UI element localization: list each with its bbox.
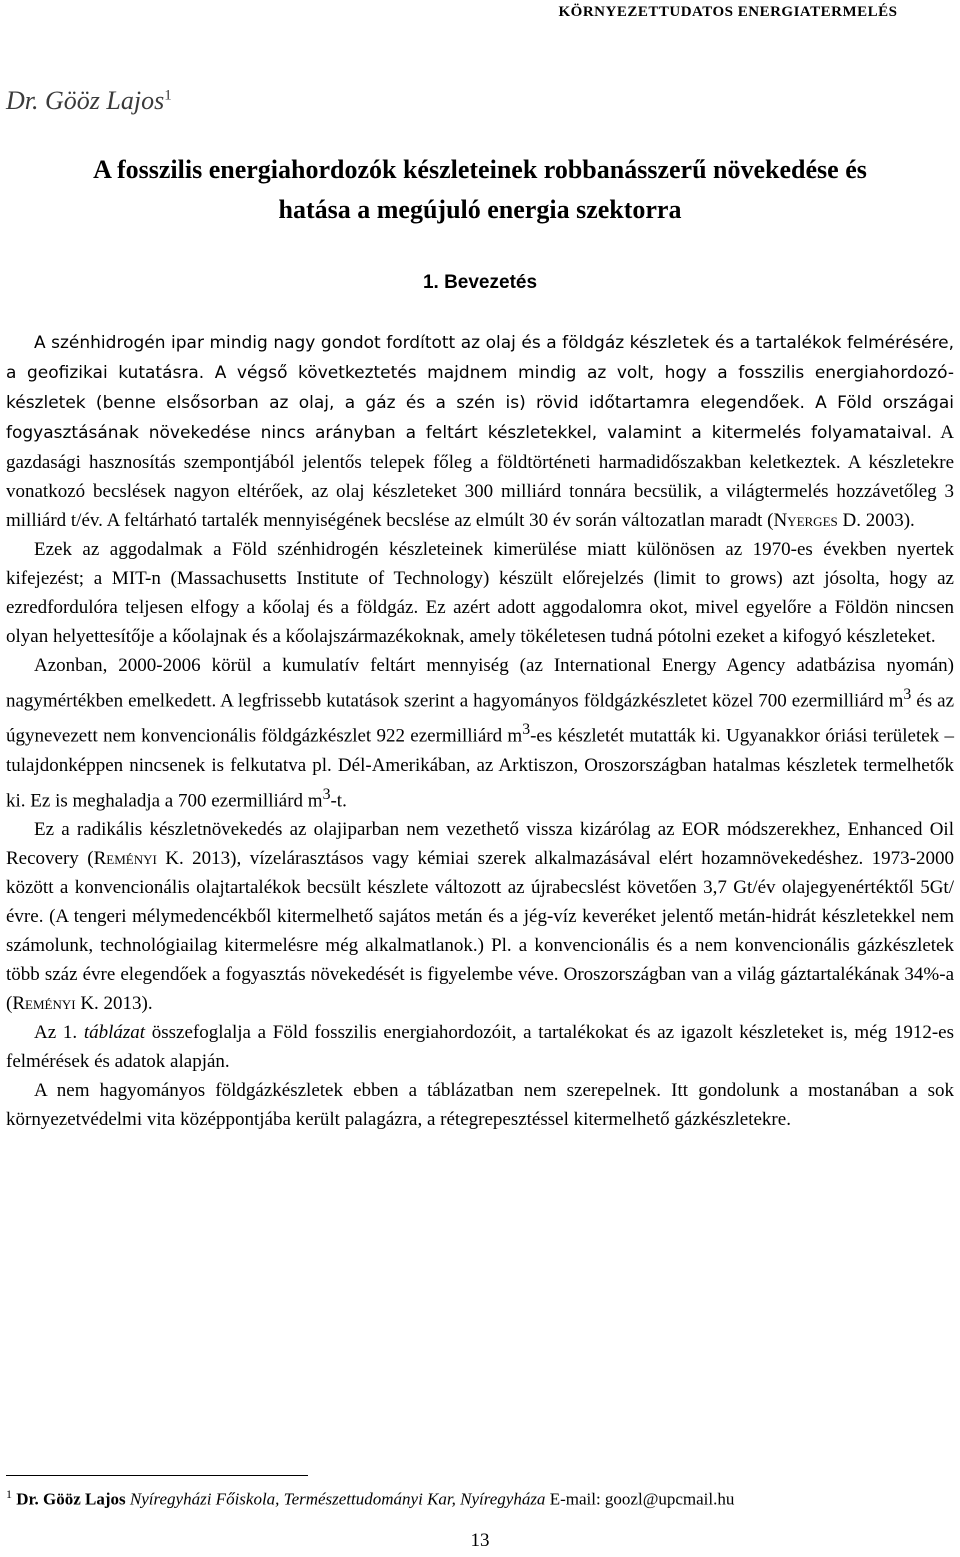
body-text xyxy=(6,328,954,1134)
paragraph-1: A szénhidrogén ipar mindig nagy gondot fordított az olaj és a földgáz készletek és a tartalékok felmérésére, a geofizikai kutatásra. A végső következtetés majdnem mindig az volt, hogy a fosszilis energiahordozó-készletek (benne elsősorban az olaj, a gáz és a szén is) rövid időtartamra elegendőek. A Föld országai fogyasztásának növekedése nincs arányban a feltárt készletekkel, valamint a kitermelés folyamataival. A gazdasági hasznosítás szempontjából jelentős telepek főleg a földtörténeti harmadidőszakban keletkeztek. A készletekre vonatkozó becslések nagyon eltérőek, az olaj készleteket 300 milliárd tonnára becsülik, a világtermelés hozzávetőleg 3 milliárd t/év. A feltárható tartalék mennyiségének becslése az elmúlt 30 év során változatlan maradt (Nyerges D. 2003). xyxy=(6,333,954,531)
table-reference: táblázat xyxy=(83,1021,146,1043)
section-heading: 1. Bevezetés xyxy=(422,272,538,293)
author-name: Dr. Gööz Lajos$^1$ xyxy=(6,86,172,115)
citation-remenyi-1: Reményi xyxy=(93,847,157,869)
paragraph-2: Ezek az aggodalmak a Föld szénhidrogén készleteinek kimerülése miatt különösen az 1970-es években nyertek kifejezést; a MIT-n (Massachusetts Institute of Technology) készült előrejelzés (limit to grows) azt jósolta, hogy az ezredfordulóra teljesen elfogy a kőolaj és a földgáz. Ez azért adott aggodalomra okot, mivel egyelőre a Földön nincsen olyan helyettesítője a kőolajnak és a kőolajszármazékoknak, amely tökéletesen tudná pótolni ezeket a kifogyó készleteket. xyxy=(6,539,954,647)
paper-title xyxy=(0,150,960,230)
title-line-1: A fosszilis energiahordozók készleteinek robbanásszerű növekedése és xyxy=(93,155,867,184)
paragraph-5: Az 1. táblázat összefoglalja a Föld fosszilis energiahordozóit, a tartalékokat és az igazolt készleteket is, még 1912-es felmérések és adatok alapján. xyxy=(6,1021,955,1072)
footnote-email: E-mail: goozl@upcmail.hu xyxy=(549,1489,735,1509)
paragraph-4: Ez a radikális készletnövekedés az olajiparban nem vezethető vissza kizárólag az EOR módszerekhez, Enhanced Oil Recovery (Reményi K. 2013), vízelárasztásos vagy kémiai szerek alkalmazásával elért hozamnövekedéshez. 1973-2000 között a konvencionális olajtartalékok becsült készlete változott az újrabecslést követően 3,7 Gt/év olajegyenértéktől 5Gt/évre. (A tengeri mélymedencékből kitermelhető sajátos metán és a jég-víz keveréket jelentő metán-hidrát készletekkel nem számolunk, technológiailag kitermelésre még alkalmatlanok.) Pl. a konvencionális és a nem konvencionális gázkészletek több száz évre elegendőek a fogyasztás növekedését is figyelembe véve. Oroszországban van a világ gáztartalékának 34%-a (Reményi K. 2013). xyxy=(6,818,954,1014)
citation-remenyi-2: Reményi xyxy=(12,992,76,1014)
footnote: $^1$ Dr. Gööz Lajos Nyíregyházi Főiskola, Természettudományi Kar, Nyíregyháza E-mail: goozl@upcmail.hu xyxy=(6,1487,735,1509)
paragraph-6: A nem hagyományos földgázkészletek ebben a táblázatban nem szerepelnek. Itt gondolunk a mostanában a sok környezetvédelmi vita középpontjába került palagázra, a rétegrepesztéssel kitermelhető gázkészletekre. xyxy=(6,1079,954,1130)
author-footnote-mark: 1 xyxy=(164,87,172,104)
page-number: 13 xyxy=(470,1530,490,1551)
paragraph-3: Azonban, 2000-2006 körül a kumulatív feltárt mennyiség (az International Energy Agency adatbázisa nyomán) nagymértékben emelkedett. A legfrissebb kutatások szerint a hagyományos földgázkészletet közel 700 ezermilliárd $m^3$ és az úgynevezett nem konvencionális földgázkészlet 922 ezermilliárd $m^3-es$ készletét mutatták ki. Ugyanakkor óriási területek – tulajdonképpen nincsenek is felkutatva pl. Dél-Amerikában, az Arktiszon, Oroszországban hatalmas készletek termelhetők ki. Ez is meghaladja a 700 ezermilliárd $m^3-t$. xyxy=(6,655,955,811)
title-line-2: hatása a megújuló energia szektorra xyxy=(278,195,682,224)
running-head: KÖRNYEZETTUDATOS ENERGIATERMELÉS xyxy=(558,4,898,20)
citation-nyerges: Nyerges xyxy=(773,510,838,531)
footnote-rule xyxy=(6,1475,308,1476)
